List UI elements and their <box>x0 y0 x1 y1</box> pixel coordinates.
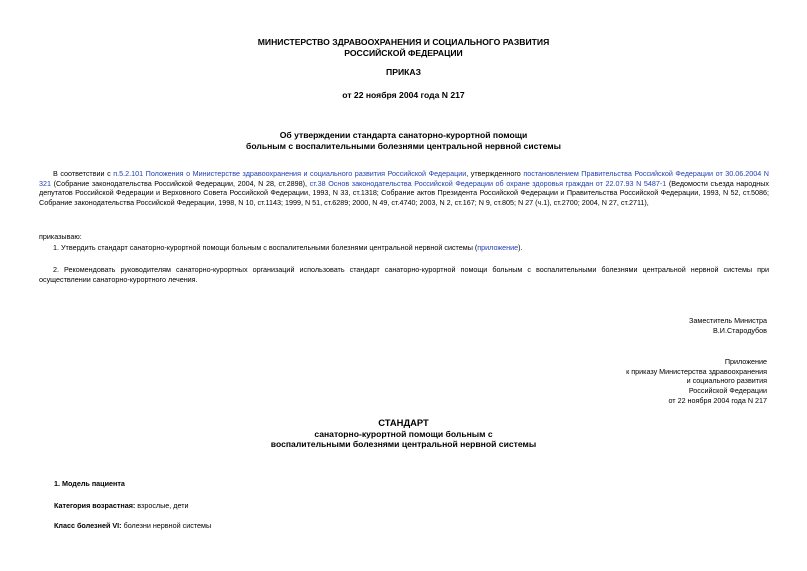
doc-title-line-2: больным с воспалительными болезнями центральной нервной системы <box>246 140 561 151</box>
regulation-link[interactable]: п.5.2.101 Положения о Министерстве здравоохранения и социального развития Российской Федерации <box>113 169 467 178</box>
ministry-heading <box>0 37 807 58</box>
order-item-1-end: ). <box>518 243 523 252</box>
doc-date: от 22 ноября 2004 года N 217 <box>342 90 465 100</box>
appendix-link[interactable]: приложение <box>477 243 519 252</box>
preamble-paragraph <box>39 169 769 208</box>
standard-title: СТАНДАРТ <box>378 417 429 428</box>
preamble-text-2: , утвержденного <box>466 169 524 178</box>
order-verb: приказываю: <box>39 232 82 241</box>
appendix-line-3: и социального развития <box>686 376 767 386</box>
signature-position: Заместитель Министра <box>689 316 767 325</box>
doc-type: ПРИКАЗ <box>386 67 421 77</box>
section-patient-model: 1. Модель пациента <box>54 479 125 488</box>
preamble-text-4: (Ведомости съезда народных депутатов Российской Федерации и Верховного Совета Российской Федерации, 1993, N 33, ст.1318; Собрание актов Президента Российской Федерации и Правительства Российской Федерации, 1993, N 52, ст.5086; Собрание законодательства Российской Федерации, 1998, N 10, ст.1143; 1999, N 51, ст.6289; 2000, N 49, ст.4740; 2003, N 2, ст.167; N 9, ст.805; N 27 (ч.1), ст.2700; 2004, N 27, ст.2711), <box>39 178 770 208</box>
ministry-line-2: РОССИЙСКОЙ ФЕДЕРАЦИИ <box>344 47 463 58</box>
age-category-value: взрослые, дети <box>135 501 189 510</box>
signature-block <box>517 316 767 335</box>
standard-line-1: санаторно-курортной помощи больным с <box>314 428 493 439</box>
appendix-line-5: от 22 ноября 2004 года N 217 <box>668 395 767 405</box>
age-category-label: Категория возрастная: <box>54 501 136 510</box>
disease-class-label: Класс болезней VI: <box>54 521 122 530</box>
preamble-text-3: (Собрание законодательства Российской Федерации, 2004, N 28, ст.2898), <box>51 178 310 188</box>
order-item-1-text: 1. Утвердить стандарт санаторно-курортной помощи больным с воспалительными болезнями центральной нервной системы ( <box>53 243 478 252</box>
doc-title-line-1: Об утверждении стандарта санаторно-курортной помощи <box>279 130 528 140</box>
signature-name: В.И.Стародубов <box>713 325 767 335</box>
appendix-line-2: к приказу Министерства здравоохранения <box>626 366 767 376</box>
ministry-line-1: МИНИСТЕРСТВО ЗДРАВООХРАНЕНИЯ И СОЦИАЛЬНОГО РАЗВИТИЯ <box>257 37 550 47</box>
disease-class-value: болезни нервной системы <box>121 521 212 530</box>
appendix-line-4: Российской Федерации <box>688 386 767 396</box>
standard-line-2: воспалительными болезнями центральной нервной системы <box>270 439 537 450</box>
doc-title <box>0 130 807 151</box>
order-item-2: 2. Рекомендовать руководителям санаторно-курортных организаций использовать стандарт санаторно-курортной помощи больным с воспалительными болезнями центральной нервной системы при осуществлении санаторно-курортного лечения. <box>39 265 769 284</box>
appendix-line-1: Приложение <box>724 357 767 366</box>
order-item-1 <box>39 243 769 253</box>
appendix-block <box>517 357 767 406</box>
standard-heading <box>0 417 807 450</box>
preamble-text-1: В соответствии с <box>53 169 114 178</box>
disease-class <box>54 521 211 531</box>
government-decree-link[interactable]: постановлением Правительства Российской Федерации от 30.06.2004 N 321 <box>39 169 769 188</box>
health-law-link[interactable]: ст.38 Основ законодательства Российской Федерации об охране здоровья граждан от 22.07.93 N 5487-1 <box>309 178 667 188</box>
age-category <box>54 501 189 511</box>
